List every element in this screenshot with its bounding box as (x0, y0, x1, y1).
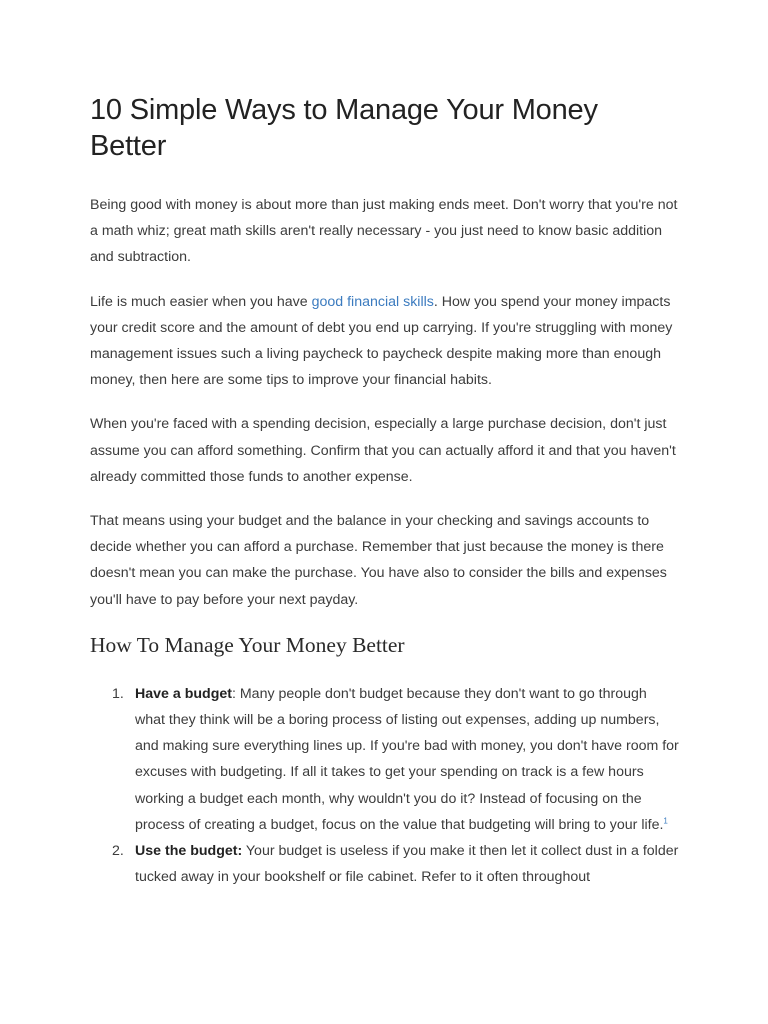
article (90, 92, 680, 890)
financial-skills-paragraph (90, 289, 680, 394)
list-item-label: Have a budget (135, 685, 232, 702)
list-item (90, 681, 680, 838)
budget-balance-paragraph: That means using your budget and the balance in your checking and savings accounts to decide whether you can afford a purchase. Remember that just because the money is there doesn't mean you can make the purchase. You have also to consider the bills and expenses you'll have to pay before your next payday. (90, 513, 667, 608)
list-item-number: 1. (112, 685, 124, 702)
section-heading: How To Manage Your Money Better (90, 632, 405, 657)
list-item-label: Use the budget: (135, 843, 243, 860)
paragraph-text-before-link: Life is much easier when you have (90, 293, 312, 310)
intro-paragraph: Being good with money is about more than just making ends meet. Don't worry that you're not a math whiz; great math skills aren't really necessary - you just need to know basic addition and subtraction. (90, 197, 678, 266)
good-financial-skills-link[interactable]: good financial skills (311, 293, 434, 310)
list-item-number: 2. (112, 843, 124, 860)
page-title: 10 Simple Ways to Manage Your Money Better (90, 94, 598, 162)
list-item-text: Your budget is useless if you make it then let it collect dust in a folder tucked away in your bookshelf or file cabinet. Refer to it often throughout (135, 843, 679, 886)
tips-list (90, 681, 680, 891)
footnote-reference[interactable]: 1 (663, 816, 668, 826)
list-item-text: : Many people don't budget because they don't want to go through what they think will be a boring process of listing out expenses, adding up numbers, and making sure everything lines up. If you're bad with money, you don't have room for excuses with budgeting. If all it takes to get your spending on track is a few hours working a budget each month, why wouldn't you do it? Instead of focusing on the process of creating a budget, focus on the value that budgeting will bring to your life. (135, 685, 679, 833)
paragraph-text-after-link: . How you spend your money impacts your credit score and the amount of debt you end up carrying. If you're struggling with money management issues such a living paycheck to paycheck despite making more than enough money, then here are some tips to improve your financial habits. (90, 293, 673, 389)
spending-decision-paragraph: When you're faced with a spending decision, especially a large purchase decision, don't just assume you can afford something. Confirm that you can actually afford it and that you haven't already committed those funds to another expense. (90, 416, 676, 485)
list-item (90, 838, 680, 890)
